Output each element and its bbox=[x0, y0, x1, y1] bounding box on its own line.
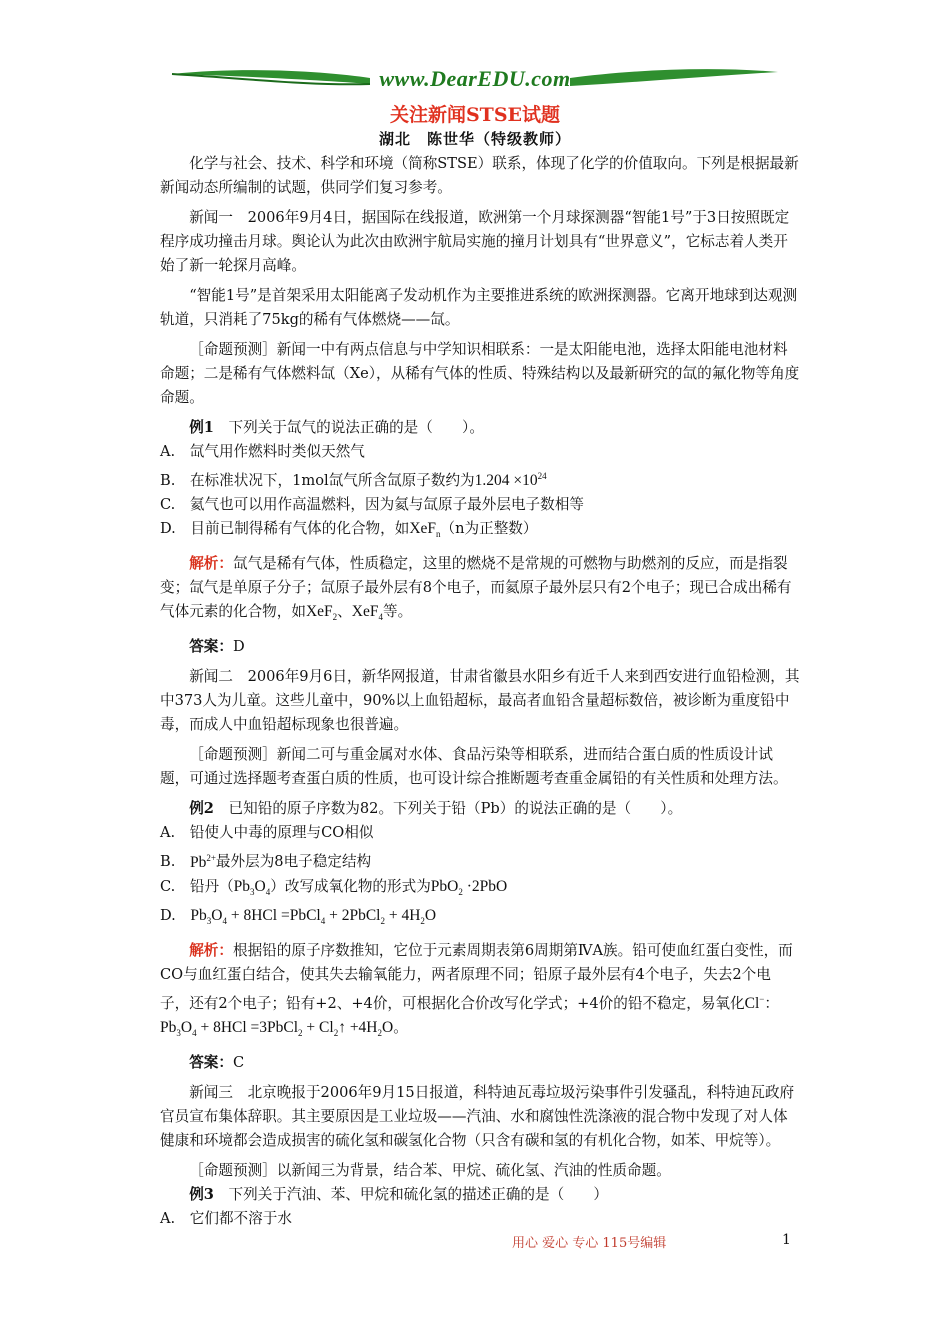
xefn-formula bbox=[409, 520, 441, 540]
intro-paragraph: 化学与社会、技术、科学和环境（简称STSE）联系，体现了化学的价值取向。下列是根据最新新闻动态所编制的试题，供同学们复习参考。 bbox=[160, 155, 799, 196]
formula-text: XeF bbox=[305, 603, 333, 621]
formula-sub: 4 bbox=[378, 612, 383, 623]
xef4-formula bbox=[351, 603, 383, 623]
formula-text: XeF bbox=[351, 603, 379, 621]
example2-option-d bbox=[160, 904, 800, 933]
avogadro-formula bbox=[475, 472, 547, 489]
formula-mantissa: 1.204 ×10 bbox=[474, 472, 538, 490]
answer-label: 答案： bbox=[189, 1053, 233, 1071]
formula-exponent: 24 bbox=[537, 471, 547, 481]
example1-option-d bbox=[160, 517, 800, 546]
page-number: 1 bbox=[782, 1232, 791, 1248]
news2-paragraph: 新闻二 2006年9月6日，新华网报道，甘肃省徽县水阳乡有近千人来到西安进行血铅检测，其中373人为儿童。这些儿童中，90%以上血铅超标，最高者血铅含量超标数倍，被诊断为重度铅中毒，而成人中血铅超标现象也很普遍。 bbox=[160, 668, 800, 734]
footer-text: 用心 爱心 专心 115号编辑 bbox=[512, 1236, 667, 1251]
option-d-prefix: D. bbox=[160, 906, 191, 924]
analysis-label: 解析： bbox=[189, 555, 233, 573]
example1-label: 例1 bbox=[189, 419, 214, 436]
news2-forecast: ［命题预测］新闻二可与重金属对水体、食品污染等相联系，进而结合蛋白质的性质设计试题，可通过选择题考查蛋白质的性质，也可设计综合推断题考查重金属铅的有关性质和处理方法。 bbox=[160, 746, 788, 788]
answer-value: D bbox=[232, 638, 245, 656]
option-c-mid: ）改写成氧化物的形式为 bbox=[270, 877, 431, 895]
answer-value: C bbox=[232, 1053, 245, 1071]
news1-forecast: ［命题预测］新闻一中有两点信息与中学知识相联系：一是太阳能电池，选择太阳能电池材料命题；二是稀有气体燃料氙（Xe），从稀有气体的性质、特殊结构以及最新研究的氙的氟化物等角度命题。 bbox=[160, 341, 800, 406]
example2-question: 已知铅的原子序数为82。下列关于铅（Pb）的说法正确的是（ ）。 bbox=[213, 800, 683, 818]
option-d-text: D. 目前已制得稀有气体的化合物，如 bbox=[160, 520, 410, 538]
example2-stem bbox=[160, 797, 800, 821]
author-line: 湖北 陈世华（特级教师） bbox=[378, 130, 571, 148]
example1-option-a: A. 氙气用作燃料时类似天然气 bbox=[160, 443, 365, 460]
example2-answer bbox=[160, 1051, 800, 1075]
formula-sub: 2 bbox=[332, 612, 338, 623]
option-b-text: B. 在标准状况下，1mol氙气所含氙原子数约为 bbox=[160, 472, 475, 490]
news1-paragraph: 新闻一 2006年9月4日，据国际在线报道，欧洲第一个月球探测器“智能1号”于3日按照既定程序成功撞击月球。舆论认为此次由欧洲宇航局实施的撞月计划具有“世界意义”，它标志着人类开始了新一轮探月高峰。 bbox=[160, 209, 790, 274]
answer-label: 答案： bbox=[189, 638, 233, 656]
example3-label: 例3 bbox=[189, 1185, 214, 1203]
news3-forecast: ［命题预测］以新闻三为背景，结合苯、甲烷、硫化氢、汽油的性质命题。 bbox=[189, 1161, 671, 1179]
example1-analysis bbox=[160, 552, 800, 629]
pb3o4-formula: $Pb_3O_4$ bbox=[233, 877, 271, 897]
xef2-formula bbox=[305, 603, 338, 623]
example2-option-b bbox=[160, 845, 800, 874]
analysis-text: 氙气是稀有气体，性质稳定，这里的燃烧不是常规的可燃物与助燃剂的反应，而是指裂变；氙气是单原子分子；氙原子最外层有8个电子，而氦原子最外层只有2个电子；现已合成出稀有气体元素的化合物，如 bbox=[160, 555, 792, 621]
example1-answer bbox=[160, 635, 800, 659]
example2-analysis: 解析：根据铅的原子序数推知，它位于元素周期表第6周期第ⅣA族。铅可使血红蛋白变性，而CO与血红蛋白结合，使其失去输氧能力，两者原理不同；铅原子最外层有4个电子，失去2个电子，还有2个电子；铅有+2、+4价，可根据化合价改写化学式；+4价的铅不稳定，易氧化Cl−：$Pb_3O_4 + 8HCl$ =3PbCl$_2$ + $Cl_2↑ +4H_2O$。 bbox=[160, 941, 793, 1038]
analysis-text: 根据铅的原子序数推知，它位于元素周期表第6周期第ⅣA族。铅可使血红蛋白变性，而CO与血红蛋白结合，使其失去输氧能力，两者原理不同；铅原子最外层有4个电子，失去2个电子，还有2个电子；铅有+2、+4价，可根据化合价改写化学式；+4价的铅不稳定，易氧化 bbox=[160, 941, 793, 1012]
option-c-prefix: C. 铅丹（ bbox=[160, 877, 234, 895]
option-b-tail: 最外层为8电子稳定结构 bbox=[215, 853, 372, 871]
option-b-prefix: B. bbox=[160, 853, 190, 871]
news3-paragraph: 新闻三 北京晚报于2006年9月15日报道，科特迪瓦毒垃圾污染事件引发骚乱，科特迪瓦政府官员宣布集体辞职。其主要原因是工业垃圾——汽油、水和腐蚀性洗涤液的混合物中发现了对人体健康和环境都会造成损害的硫化氢和碳氢化合物（只含有碳和氢的有机化合物，如苯、甲烷等）。 bbox=[160, 1083, 795, 1149]
example3-question: 下列关于汽油、苯、甲烷和硫化氢的描述正确的是（ ） bbox=[213, 1185, 608, 1203]
example2-option-a: A. 铅使人中毒的原理与CO相似 bbox=[160, 824, 374, 842]
example1-question: 下列关于氙气的说法正确的是（ ）。 bbox=[213, 419, 484, 436]
option-d-tail: （n为正整数） bbox=[440, 520, 538, 538]
example3-option-a: A. 它们都不溶于水 bbox=[160, 1209, 292, 1227]
site-banner bbox=[170, 64, 780, 96]
analysis-separator: 、 bbox=[337, 603, 352, 621]
example3-stem bbox=[160, 1183, 800, 1207]
example1-option-b bbox=[160, 464, 800, 493]
example2-label: 例2 bbox=[189, 800, 214, 818]
analysis-label: 解析： bbox=[189, 941, 233, 959]
page-title: 关注新闻STSE试题 bbox=[389, 104, 561, 126]
analysis-colon: ： bbox=[764, 994, 779, 1012]
example1-option-c: C. 氦气也可以用作高温燃料，因为氦与氙原子最外层电子数相等 bbox=[160, 496, 584, 514]
equation-analysis: $Pb_3O_4 + 8HCl$ =3PbCl$_2$ + $Cl_2↑ +4H_2O$ bbox=[160, 1018, 394, 1038]
equation-d: $Pb_3O_4 + 8HCl$ =PbCl$_4$ + 2PbCl$_2$ + $4H_2O$ bbox=[190, 906, 437, 926]
pbo2-2pbo-formula: PbO$_2$ ·2PbO bbox=[430, 877, 508, 897]
formula-sub: n bbox=[436, 529, 441, 540]
article-body bbox=[160, 152, 800, 1231]
example2-option-c bbox=[160, 875, 800, 904]
site-name[interactable]: www.DearEDU.com bbox=[379, 66, 571, 91]
news1-detail: “智能1号”是首架采用太阳能离子发动机作为主要推进系统的欧洲探测器。它离开地球到达观测轨道，只消耗了75kg的稀有气体燃烧——氙。 bbox=[160, 287, 798, 328]
pb2plus-formula: $Pb^{2+}$ bbox=[189, 852, 216, 871]
example1-stem bbox=[160, 416, 800, 440]
analysis-tail: 等。 bbox=[382, 603, 413, 621]
cl-minus-formula: Cl− bbox=[744, 993, 765, 1012]
formula-text: XeF bbox=[409, 520, 437, 538]
